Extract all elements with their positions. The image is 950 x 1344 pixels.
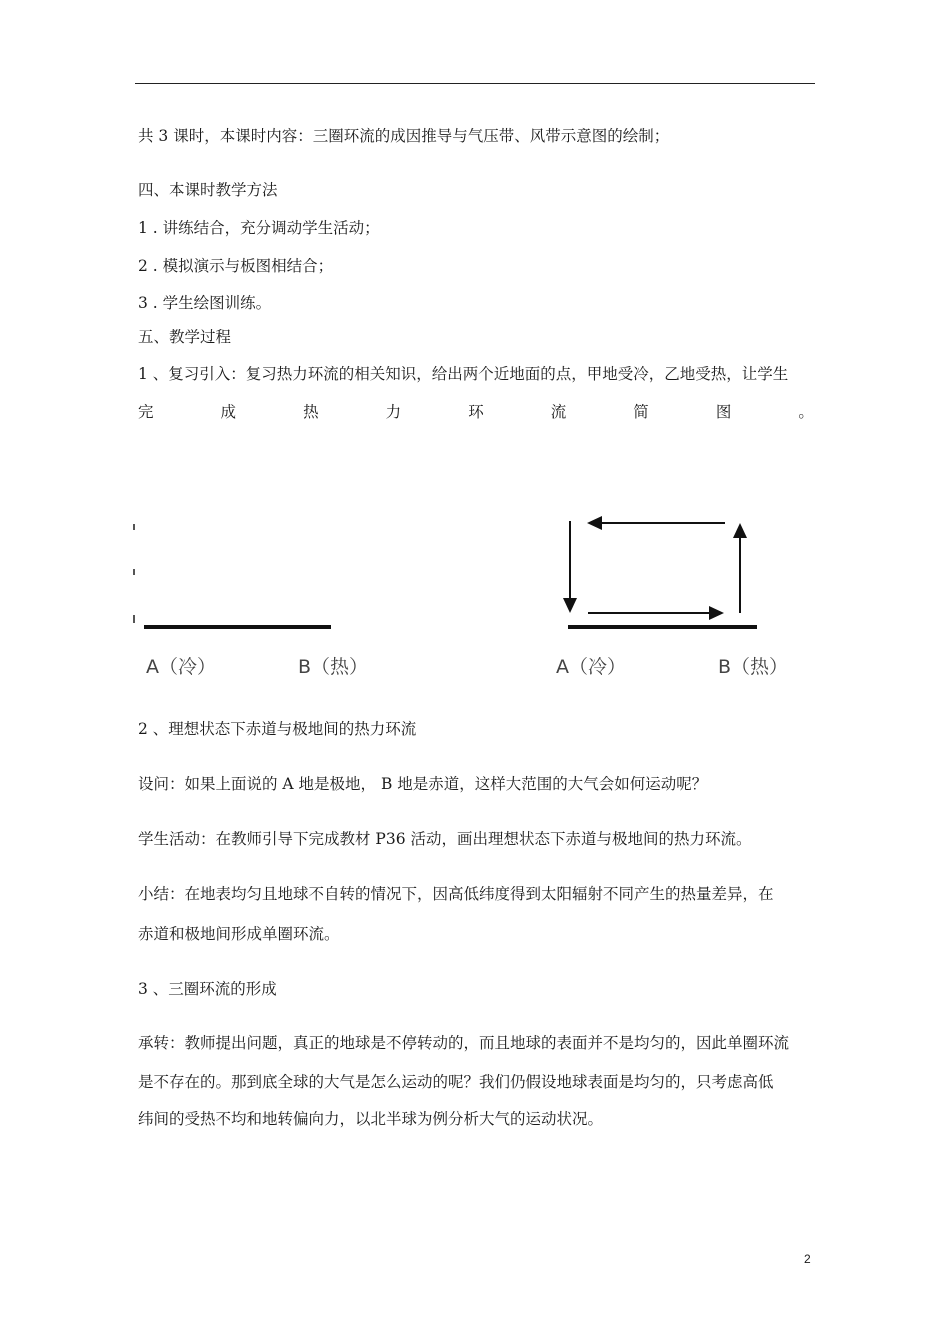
spread-char: 图 [715,403,732,421]
label-b-hot: B（热） [718,656,789,678]
spread-char: 热 [303,403,319,421]
label-b-hot: B（热） [298,656,369,678]
heading-teaching-process: 五、教学过程 [138,328,232,346]
arrow-bottom-head [709,606,724,620]
transition-line-1: 承转：教师提出问题，真正的地球是不停转动的，而且地球的表面并不是均匀的，因此单圈环流 [138,1034,790,1052]
method-item-2: 2 . 模拟演示与板图相结合； [138,257,334,275]
text-line-lesson-count: 共 3 课时，本课时内容：三圈环流的成因推导与气压带、风带示意图的绘制； [138,127,670,145]
transition-line-3: 纬间的受热不均和地转偏向力，以北半球为例分析大气的运动状况。 [138,1110,604,1128]
method-item-3: 3 . 学生绘图训练。 [138,294,272,312]
question-text: 设问：如果上面说的 A 地是极地， B 地是赤道，这样大范围的大气会如何运动呢？ [138,775,708,793]
diagram-thermal-circulation [550,505,810,685]
student-activity-text: 学生活动：在教师引导下完成教材 P36 活动，画出理想状态下赤道与极地间的热力环流。 [138,830,752,848]
label-a-cold: A（冷） [146,656,216,678]
arrow-top-head [587,516,602,530]
spread-char: 完 [138,403,154,421]
process-step-3: 3 、三圈环流的形成 [138,980,277,998]
arrow-left-head [563,598,577,613]
summary-line-2: 赤道和极地间形成单圈环流。 [138,925,340,943]
label-a-cold: A（冷） [556,656,626,678]
process-step-1-continued [138,405,814,421]
spread-char: 简 [633,403,649,421]
page-number: 2 [804,1252,811,1266]
spread-char: 力 [385,403,402,421]
process-step-1: 1 、复习引入：复习热力环流的相关知识，给出两个近地面的点，甲地受冷，乙地受热，让学生 [138,365,789,383]
header-rule [135,83,815,84]
process-step-2: 2 、理想状态下赤道与极地间的热力环流 [138,720,417,738]
diagram-ground-only [130,515,390,685]
arrow-right-head [733,523,747,538]
spread-char: 流 [550,403,567,421]
spread-char: 。 [798,403,814,421]
spread-char: 成 [220,403,237,421]
spread-char: 环 [468,403,484,421]
heading-teaching-methods: 四、本课时教学方法 [138,181,278,199]
transition-line-2: 是不存在的。那到底全球的大气是怎么运动的呢？我们仍假设地球表面是均匀的，只考虑高低 [138,1073,774,1091]
method-item-1: 1 . 讲练结合，充分调动学生活动； [138,219,380,237]
summary-line-1: 小结：在地表均匀且地球不自转的情况下，因高低纬度得到太阳辐射不同产生的热量差异，在 [138,885,774,903]
